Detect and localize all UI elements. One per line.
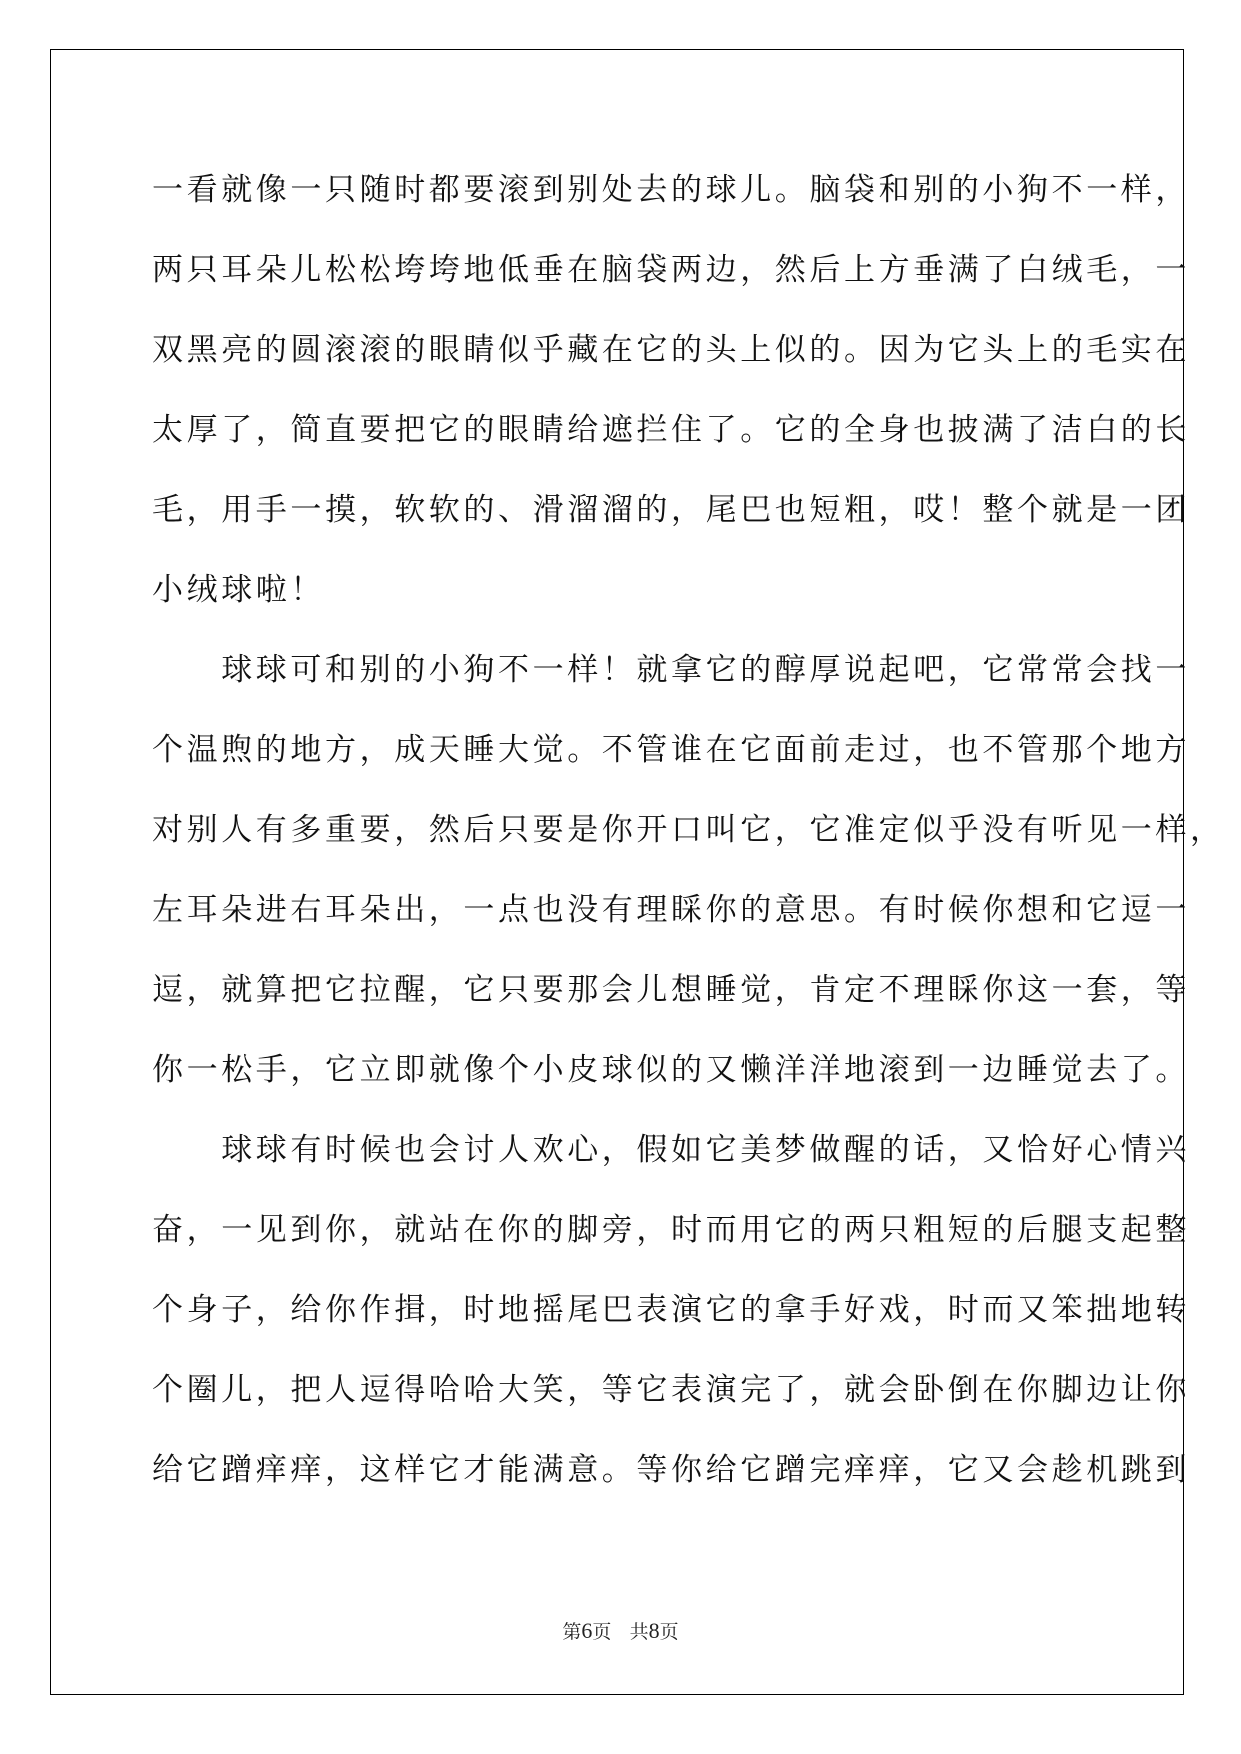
text-line: 球球有时候也会讨人欢心，假如它美梦做醒的话，又恰好心情兴: [152, 1132, 1190, 1168]
page-border: [50, 49, 1184, 1695]
text-line: 给它蹭痒痒，这样它才能满意。等你给它蹭完痒痒，它又会趁机跳到: [152, 1452, 1190, 1488]
text-line: 个温煦的地方，成天睡大觉。不管谁在它面前走过，也不管那个地方: [152, 732, 1190, 768]
text-line: 毛，用手一摸，软软的、滑溜溜的，尾巴也短粗，哎！整个就是一团: [152, 492, 1190, 528]
text-line: 对别人有多重要，然后只要是你开口叫它，它准定似乎没有听见一样，: [152, 812, 1225, 848]
total-pages-number: 8: [648, 1618, 660, 1643]
text-line: 奋，一见到你，就站在你的脚旁，时而用它的两只粗短的后腿支起整: [152, 1212, 1190, 1248]
text-line: 逗，就算把它拉醒，它只要那会儿想睡觉，肯定不理睬你这一套，等: [152, 972, 1190, 1008]
page-unit: 页: [592, 1621, 612, 1643]
total-prefix: 共: [629, 1621, 649, 1643]
text-line: 左耳朵进右耳朵出，一点也没有理睬你的意思。有时候你想和它逗一: [152, 892, 1190, 928]
current-page-number: 6: [581, 1618, 593, 1643]
text-line: 你一松手，它立即就像个小皮球似的又懒洋洋地滚到一边睡觉去了。: [152, 1052, 1190, 1088]
text-line: 小绒球啦！: [152, 572, 325, 608]
text-line: 太厚了，简直要把它的眼睛给遮拦住了。它的全身也披满了洁白的长: [152, 412, 1190, 448]
text-line: 球球可和别的小狗不一样！就拿它的醇厚说起吧，它常常会找一: [152, 652, 1190, 688]
text-line: 两只耳朵儿松松垮垮地低垂在脑袋两边，然后上方垂满了白绒毛，一: [152, 252, 1190, 288]
text-line: 个圈儿，把人逗得哈哈大笑，等它表演完了，就会卧倒在你脚边让你: [152, 1372, 1190, 1408]
text-line: 双黑亮的圆滚滚的眼睛似乎藏在它的头上似的。因为它头上的毛实在: [152, 332, 1190, 368]
total-unit: 页: [659, 1621, 679, 1643]
page-prefix: 第: [562, 1621, 582, 1643]
text-line: 个身子，给你作揖，时地摇尾巴表演它的拿手好戏，时而又笨拙地转: [152, 1292, 1190, 1328]
page-footer: [0, 1617, 1241, 1644]
text-line: 一看就像一只随时都要滚到别处去的球儿。脑袋和别的小狗不一样，: [152, 172, 1190, 208]
